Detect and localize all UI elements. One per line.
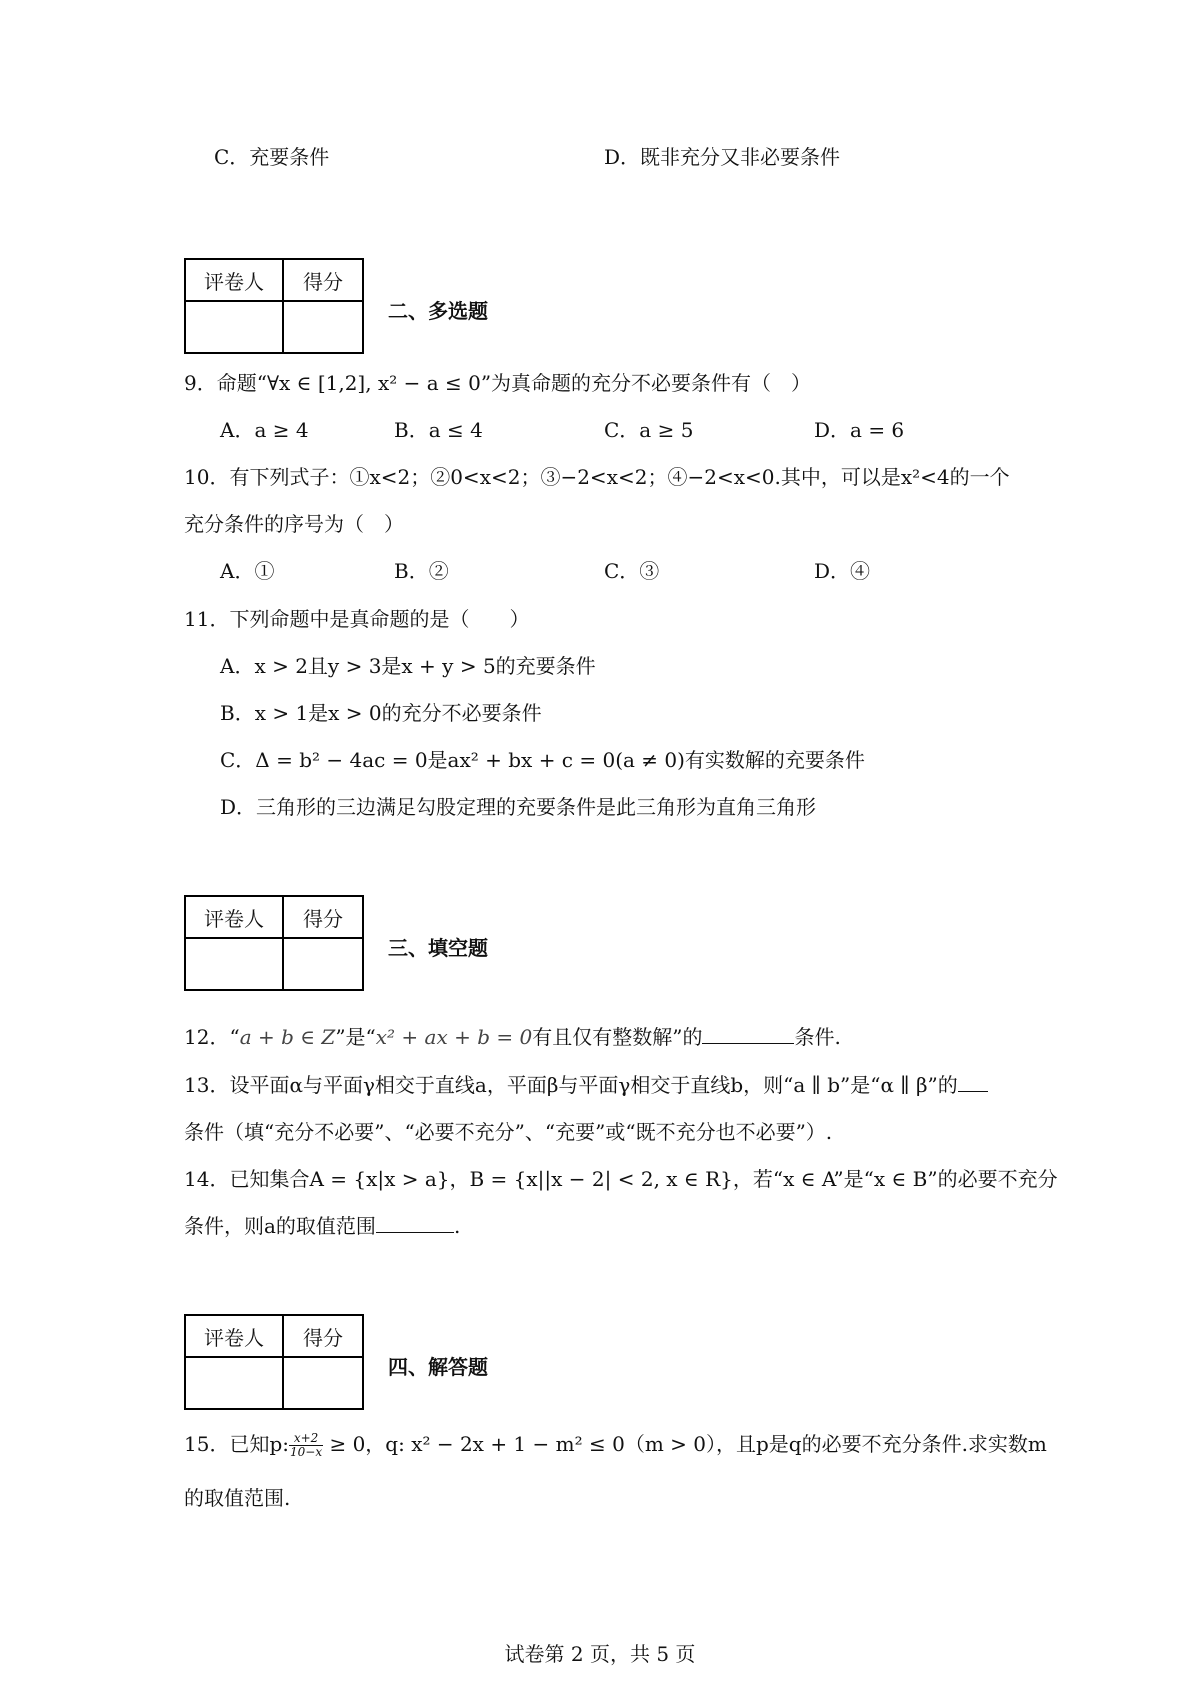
q14-answer-blank bbox=[376, 1232, 454, 1233]
q8-option-d: D．既非充分又非必要条件 bbox=[604, 145, 841, 169]
page-footer: 试卷第 2 页，共 5 页 bbox=[504, 1642, 696, 1666]
q14-line2-wrap bbox=[184, 1212, 460, 1240]
q10-option-a: A．① bbox=[220, 559, 275, 583]
q8-option-c: C．充要条件 bbox=[214, 145, 330, 169]
q13-answer-blank bbox=[958, 1091, 988, 1092]
q12-suffix: 有且仅有整数解”的 bbox=[532, 1025, 703, 1049]
q12-formula-image-2: x² + ax + b = 0 bbox=[375, 1025, 533, 1049]
q10-line1: 10．有下列式子：①x<2；②0<x<2；③−2<x<2；④−2<x<0.其中，可以是x²<4的一个 bbox=[184, 465, 1010, 489]
q10-option-b: B．② bbox=[394, 559, 449, 583]
score-label: 得分 bbox=[283, 896, 363, 938]
q15-prefix: 15．已知p: bbox=[184, 1432, 289, 1456]
q11-option-c: C．Δ = b² − 4ac = 0是ax² + bx + c = 0(a ≠ 0)有实数解的充要条件 bbox=[220, 748, 865, 772]
q9-option-b: B．a ≤ 4 bbox=[394, 418, 483, 442]
score-table-section3 bbox=[184, 895, 364, 991]
grader-cell bbox=[185, 301, 283, 353]
q9-option-d: D．a = 6 bbox=[814, 418, 905, 442]
q10-option-d: D．④ bbox=[814, 559, 871, 583]
grader-label: 评卷人 bbox=[185, 1315, 283, 1357]
q11-option-b: B．x > 1是x > 0的充分不必要条件 bbox=[220, 701, 542, 725]
section-title-fill-in: 三、填空题 bbox=[388, 936, 488, 960]
score-table-section4 bbox=[184, 1314, 364, 1410]
grader-cell bbox=[185, 938, 283, 990]
score-cell bbox=[283, 938, 363, 990]
section-title-multi-choice: 二、多选题 bbox=[388, 299, 488, 323]
score-table-section2 bbox=[184, 258, 364, 354]
q11-option-d: D．三角形的三边满足勾股定理的充要条件是此三角形为直角三角形 bbox=[220, 795, 817, 819]
q10-option-c: C．③ bbox=[604, 559, 660, 583]
q15-line1 bbox=[184, 1430, 1047, 1459]
grader-label: 评卷人 bbox=[185, 896, 283, 938]
q9-option-a: A．a ≥ 4 bbox=[220, 418, 309, 442]
score-cell bbox=[283, 301, 363, 353]
q14-line2a: 条件，则a的取值范围 bbox=[184, 1214, 376, 1238]
q12-formula-image-1: a + b ∈ Z bbox=[239, 1025, 336, 1049]
q9-stem: 9．命题“∀x ∈ [1,2], x² − a ≤ 0”为真命题的充分不必要条件有（ ） bbox=[184, 371, 812, 395]
score-label: 得分 bbox=[283, 1315, 363, 1357]
q14-line2b: . bbox=[453, 1214, 461, 1238]
q11-stem: 11．下列命题中是真命题的是（ ） bbox=[184, 607, 530, 631]
q13-line2: 条件（填“充分不必要”、“必要不充分”、“充要”或“既不充分也不必要”）. bbox=[184, 1120, 833, 1144]
score-label: 得分 bbox=[283, 259, 363, 301]
q15-fraction-denominator: 10−x bbox=[290, 1445, 323, 1459]
q15-rest: ≥ 0，q: x² − 2x + 1 − m² ≤ 0（m > 0），且p是q的必要不充分条件.求实数m bbox=[323, 1432, 1047, 1456]
q9-option-c: C．a ≥ 5 bbox=[604, 418, 694, 442]
q12-end: 条件. bbox=[794, 1025, 841, 1049]
q10-line2: 充分条件的序号为（ ） bbox=[184, 512, 404, 536]
q13-line1-wrap bbox=[184, 1071, 988, 1099]
q12-line bbox=[184, 1023, 841, 1051]
grader-label: 评卷人 bbox=[185, 259, 283, 301]
q13-line1: 13．设平面α与平面γ相交于直线a，平面β与平面γ相交于直线b，则“a ∥ b”是“α ∥ β”的 bbox=[184, 1073, 958, 1097]
q12-answer-blank bbox=[702, 1043, 794, 1044]
q15-fraction-numerator: x+2 bbox=[289, 1432, 323, 1446]
q12-mid: ”是“ bbox=[335, 1025, 376, 1049]
q11-option-a: A．x > 2且y > 3是x + y > 5的充要条件 bbox=[220, 654, 596, 678]
grader-cell bbox=[185, 1357, 283, 1409]
q14-line1: 14．已知集合A = {x|x > a}，B = {x||x − 2| < 2, x ∈ R}，若“x ∈ A”是“x ∈ B”的必要不充分 bbox=[184, 1167, 1058, 1191]
q15-fraction bbox=[289, 1432, 323, 1459]
q15-line2: 的取值范围. bbox=[184, 1486, 291, 1510]
section-title-answer: 四、解答题 bbox=[388, 1355, 488, 1379]
q12-prefix: 12．“ bbox=[184, 1025, 240, 1049]
score-cell bbox=[283, 1357, 363, 1409]
